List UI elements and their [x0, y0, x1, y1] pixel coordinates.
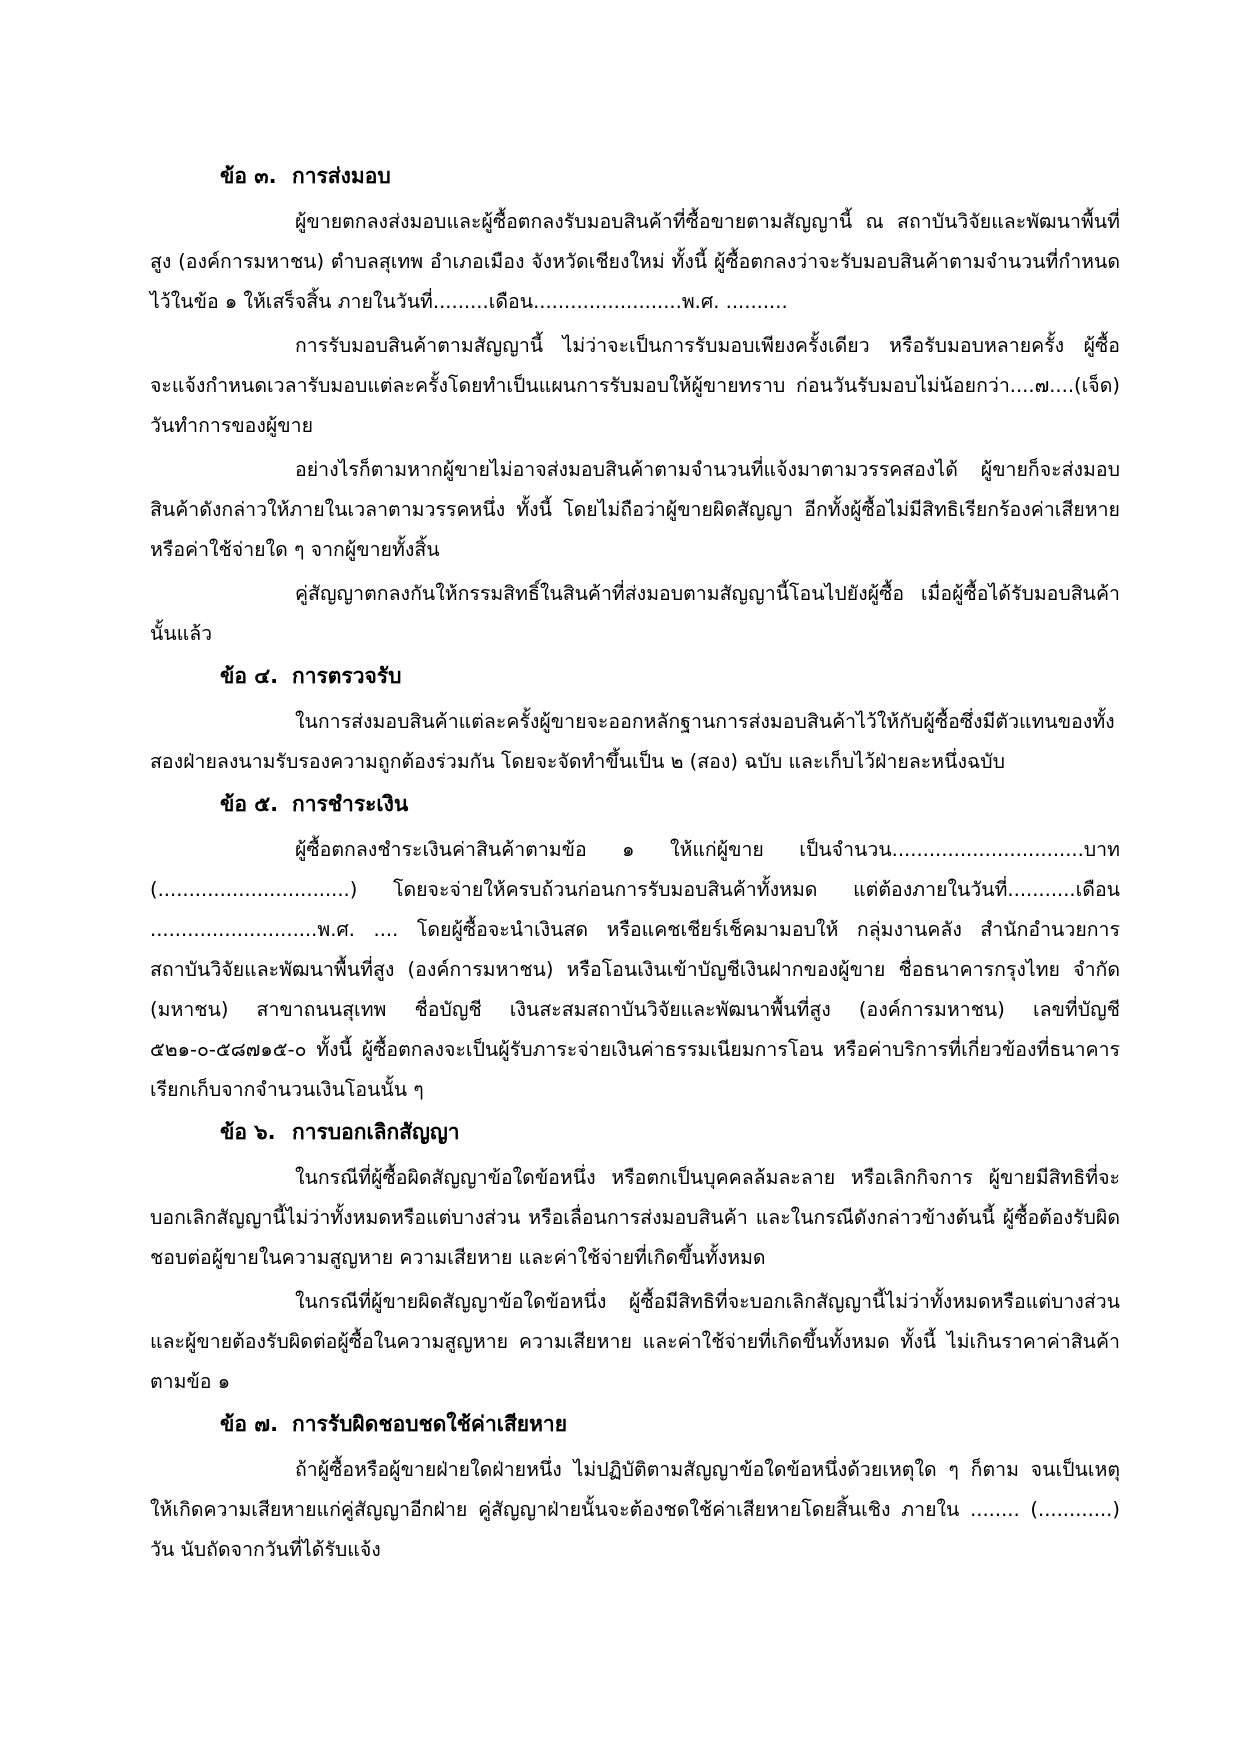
section-heading — [220, 160, 1120, 192]
section-title: การชำระเงิน — [292, 792, 409, 816]
section-6 — [150, 1116, 1120, 1402]
section-heading — [220, 788, 1120, 820]
section-number: ข้อ ๖. — [220, 1120, 276, 1144]
section-4 — [150, 660, 1120, 782]
section-number: ข้อ ๔. — [220, 664, 279, 688]
section-number: ข้อ ๗. — [220, 1412, 279, 1436]
paragraph: ผู้ซื้อตกลงชำระเงินค่าสินค้าตามข้อ ๑ ให้แก่ผู้ขาย เป็นจำนวน...............................บาท (...............................) โดยจะจ่ายให้ครบถ้วนก่อนการรับมอบสินค้าทั้งหมด แต่ต้องภายในวันที่...........เดือน ...........................พ.ศ. .... โดยผู้ซื้อจะนำเงินสด หรือแคชเชียร์เช็คมามอบให้ กลุ่มงานคลัง สำนักอำนวยการ สถาบันวิจัยและพัฒนาพื้นที่สูง (องค์การมหาชน) หรือโอนเงินเข้าบัญชีเงินฝากของผู้ขาย ชื่อธนาคารกรุงไทย จำกัด (มหาชน) สาขาถนนสุเทพ ชื่อบัญชี เงินสะสมสถาบันวิจัยและพัฒนาพื้นที่สูง (องค์การมหาชน) เลขที่บัญชี ๕๒๑-๐-๕๘๗๑๕-๐ ทั้งนี้ ผู้ซื้อตกลงจะเป็นผู้รับภาระจ่ายเงินค่าธรรมเนียมการโอน หรือค่าบริการที่เกี่ยวข้องที่ธนาคารเรียกเก็บจากจำนวนเงินโอนนั้น ๆ — [150, 838, 1120, 1101]
section-heading — [220, 1408, 1120, 1440]
paragraph: ผู้ขายตกลงส่งมอบและผู้ซื้อตกลงรับมอบสินค้าที่ซื้อขายตามสัญญานี้ ณ สถาบันวิจัยและพัฒนาพื้นที่สูง (องค์การมหาชน) ตำบลสุเทพ อำเภอเมือง จังหวัดเชียงใหม่ ทั้งนี้ ผู้ซื้อตกลงว่าจะรับมอบสินค้าตามจำนวนที่กำหนดไว้ในข้อ ๑ ให้เสร็จสิ้น ภายในวันที่.........เดือน........................พ.ศ. .......... — [150, 210, 1120, 313]
section-3 — [150, 160, 1120, 654]
paragraph: ในกรณีที่ผู้ซื้อผิดสัญญาข้อใดข้อหนึ่ง หรือตกเป็นบุคคลล้มละลาย หรือเลิกกิจการ ผู้ขายมีสิทธิที่จะบอกเลิกสัญญานี้ไม่ว่าทั้งหมดหรือแต่บางส่วน หรือเลื่อนการส่งมอบสินค้า และในกรณีดังกล่าวข้างต้นนี้ ผู้ซื้อต้องรับผิดชอบต่อผู้ขายในความสูญหาย ความเสียหาย และค่าใช้จ่ายที่เกิดขึ้นทั้งหมด — [150, 1166, 1120, 1269]
paragraph: ในกรณีที่ผู้ขายผิดสัญญาข้อใดข้อหนึ่ง ผู้ซื้อมีสิทธิที่จะบอกเลิกสัญญานี้ไม่ว่าทั้งหมดหรือแต่บางส่วน และผู้ขายต้องรับผิดต่อผู้ซื้อในความสูญหาย ความเสียหาย และค่าใช้จ่ายที่เกิดขึ้นทั้งหมด ทั้งนี้ ไม่เกินราคาค่าสินค้าตามข้อ ๑ — [150, 1290, 1120, 1393]
paragraph: อย่างไรก็ตามหากผู้ขายไม่อาจส่งมอบสินค้าตามจำนวนที่แจ้งมาตามวรรคสองได้ ผู้ขายก็จะส่งมอบสินค้าดังกล่าวให้ภายในเวลาตามวรรคหนึ่ง ทั้งนี้ โดยไม่ถือว่าผู้ขายผิดสัญญา อีกทั้งผู้ซื้อไม่มีสิทธิเรียกร้องค่าเสียหายหรือค่าใช้จ่ายใด ๆ จากผู้ขายทั้งสิ้น — [150, 458, 1120, 561]
document-body — [150, 160, 1120, 1576]
section-title: การตรวจรับ — [292, 664, 402, 688]
section-7 — [150, 1408, 1120, 1570]
paragraph: ถ้าผู้ซื้อหรือผู้ขายฝ่ายใดฝ่ายหนึ่ง ไม่ปฏิบัติตามสัญญาข้อใดข้อหนึ่งด้วยเหตุใด ๆ ก็ตาม จนเป็นเหตุให้เกิดความเสียหายแก่คู่สัญญาอีกฝ่าย คู่สัญญาฝ่ายนั้นจะต้องชดใช้ค่าเสียหายโดยสิ้นเชิง ภายใน ........ (............) วัน นับถัดจากวันที่ได้รับแจ้ง — [150, 1458, 1120, 1561]
section-number: ข้อ ๕. — [220, 792, 279, 816]
paragraph: คู่สัญญาตกลงกันให้กรรมสิทธิ์ในสินค้าที่ส่งมอบตามสัญญานี้โอนไปยังผู้ซื้อ เมื่อผู้ซื้อได้รับมอบสินค้านั้นแล้ว — [150, 582, 1120, 645]
section-title: การบอกเลิกสัญญา — [292, 1120, 460, 1144]
paragraph: การรับมอบสินค้าตามสัญญานี้ ไม่ว่าจะเป็นการรับมอบเพียงครั้งเดียว หรือรับมอบหลายครั้ง ผู้ซื้อจะแจ้งกำหนดเวลารับมอบแต่ละครั้งโดยทำเป็นแผนการรับมอบให้ผู้ขายทราบ ก่อนวันรับมอบไม่น้อยกว่า....๗....(เจ็ด) วันทำการของผู้ขาย — [150, 334, 1120, 437]
paragraph: ในการส่งมอบสินค้าแต่ละครั้งผู้ขายจะออกหลักฐานการส่งมอบสินค้าไว้ให้กับผู้ซื้อซึ่งมีตัวแทนของทั้งสองฝ่ายลงนามรับรองความถูกต้องร่วมกัน โดยจะจัดทำขึ้นเป็น ๒ (สอง) ฉบับ และเก็บไว้ฝ่ายละหนึ่งฉบับ — [150, 710, 1115, 773]
section-title: การส่งมอบ — [292, 164, 391, 188]
section-5 — [150, 788, 1120, 1110]
section-heading — [220, 660, 1120, 692]
section-heading — [220, 1116, 1120, 1148]
section-title: การรับผิดชอบชดใช้ค่าเสียหาย — [292, 1412, 568, 1436]
section-number: ข้อ ๓. — [220, 164, 277, 188]
